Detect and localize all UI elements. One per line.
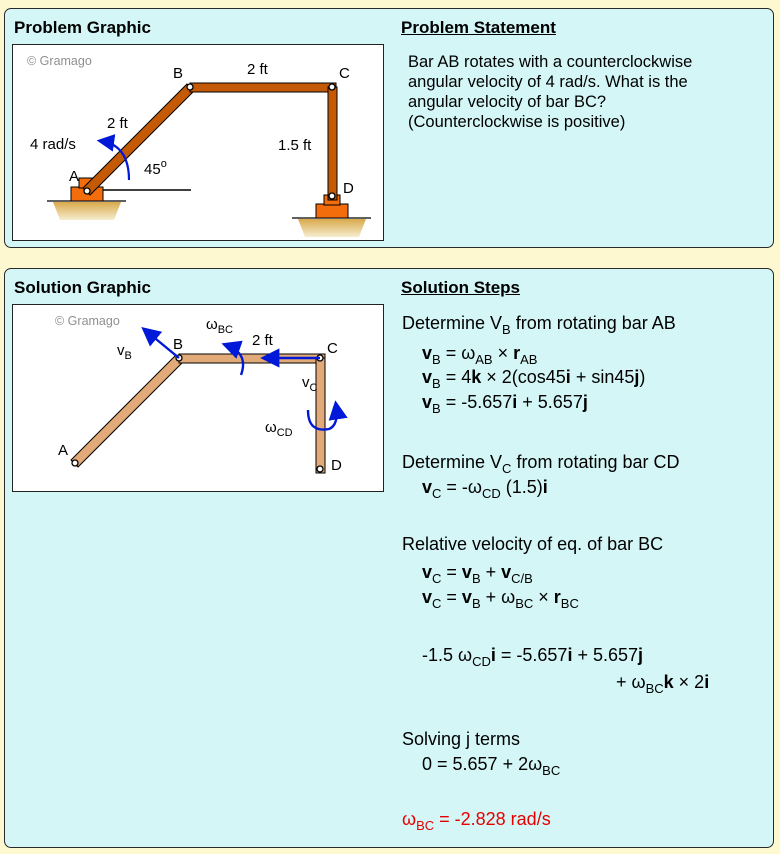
solution-steps-heading: Solution Steps — [401, 278, 520, 297]
label-b: B — [173, 336, 184, 353]
solution-figure — [12, 304, 384, 492]
statement-line: angular velocity of bar BC? — [408, 93, 607, 111]
step2-eq1: $v_C = -\omega_{CD}$ (1.5)i — [422, 477, 548, 501]
label-c: C — [339, 65, 350, 82]
statement-line: Bar AB rotates with a counterclockwise — [408, 53, 693, 71]
ground-support-d — [292, 195, 371, 237]
label-b: B — [173, 65, 184, 82]
bar-ab — [71, 355, 183, 467]
omega-ab-label: 4 rad/s — [30, 136, 76, 153]
pin-a — [84, 188, 90, 194]
label-c: C — [327, 340, 338, 357]
vc-label: $v_C$ — [302, 374, 318, 394]
length-bc-label: 2 ft — [252, 332, 273, 349]
step3-eq1: $v_C = v_B + v_{C/B}$ — [422, 562, 533, 586]
problem-statement-heading: Problem Statement — [401, 18, 556, 37]
step4-eq1: $0 = 5.657 + 2\omega_{BC}$ — [422, 754, 561, 778]
step3-eq4: + $\omega_{BC}k \times 2i$ — [616, 672, 710, 696]
statement-line: angular velocity of 4 rad/s. What is the — [408, 73, 688, 91]
label-d: D — [343, 180, 354, 197]
step1-title: Determine $V_B$ from rotating bar AB — [402, 313, 676, 337]
step2-title: Determine $V_C$ from rotating bar CD — [402, 452, 680, 476]
problem-panel — [4, 8, 774, 248]
length-bc-label: 2 ft — [247, 61, 268, 78]
problem-graphic-heading: Problem Graphic — [14, 18, 151, 37]
pin-c — [329, 84, 335, 90]
step1-eq2: $v_B = 4k \times 2(\cos 45i + \sin 45j)$ — [422, 367, 646, 391]
pin-d — [317, 466, 323, 472]
problem-figure — [12, 44, 384, 241]
step4-title: Solving j terms — [402, 729, 521, 749]
copyright-text: © Gramago — [55, 314, 120, 328]
length-ab-label: 2 ft — [107, 115, 128, 132]
length-cd-label: 1.5 ft — [278, 137, 312, 154]
step1-eq1: $v_B = \omega_{AB} \times r_{AB}$ — [422, 343, 538, 367]
step3-eq3: -1.5 $\omega_{CD}i = -5.657i + 5.657j$ — [422, 645, 644, 669]
bar-ab — [83, 84, 194, 195]
solution-graphic-heading: Solution Graphic — [14, 278, 151, 297]
step1-eq3: $v_B = -5.657i + 5.657j$ — [422, 392, 588, 416]
solution-panel — [4, 268, 774, 848]
pin-d — [329, 193, 335, 199]
result-text: $\omega_{BC} = -2.828$ rad/s — [402, 809, 551, 833]
pin-a — [72, 460, 78, 466]
pin-b — [187, 84, 193, 90]
label-a: A — [69, 168, 80, 185]
step3-eq2: $v_C = v_B + \omega_{BC} \times r_{BC}$ — [422, 587, 579, 611]
step3-title: Relative velocity of eq. of bar BC — [402, 534, 664, 554]
angle-label: 45$^o$ — [144, 158, 167, 178]
problem-statement — [408, 52, 692, 132]
vb-label: $v_B$ — [117, 342, 132, 362]
label-d: D — [331, 457, 342, 474]
statement-line: (Counterclockwise is positive) — [408, 113, 626, 131]
copyright-text: © Gramago — [27, 54, 92, 68]
bar-cd — [328, 87, 337, 200]
omega-bc-label: $\omega_{BC}$ — [206, 316, 233, 336]
label-a: A — [58, 442, 69, 459]
bar-bc — [190, 83, 336, 92]
bar-cd — [316, 358, 325, 473]
omega-cd-label: $\omega_{CD}$ — [265, 419, 293, 439]
